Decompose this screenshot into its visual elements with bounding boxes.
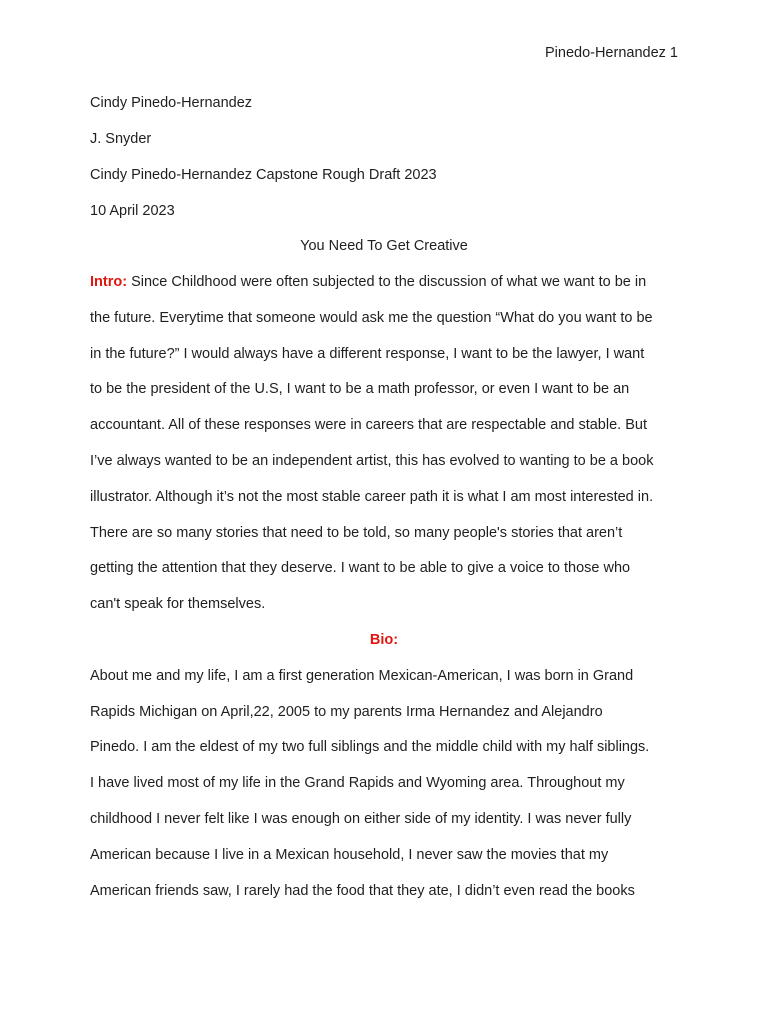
essay-body bbox=[90, 272, 690, 916]
running-header: Pinedo-Hernandez 1 bbox=[544, 45, 678, 61]
bio-label: Bio: bbox=[369, 631, 399, 648]
intro-line: can't speak for themselves. bbox=[90, 596, 266, 613]
bio-line: American because I live in a Mexican household, I never saw the movies that my bbox=[90, 846, 609, 863]
intro-line: the future. Everytime that someone would ask me the question “What do you want to be bbox=[90, 309, 653, 326]
intro-line: getting the attention that they deserve. I want to be able to give a voice to those who bbox=[90, 560, 631, 577]
intro-line: accountant. All of these responses were in careers that are respectable and stable. But bbox=[90, 417, 647, 434]
date-line: 10 April 2023 bbox=[90, 203, 175, 219]
bio-heading bbox=[90, 630, 678, 666]
intro-line: in the future?” I would always have a different response, I want to be the lawyer, I want bbox=[90, 345, 645, 362]
course-name: Cindy Pinedo-Hernandez Capstone Rough Draft 2023 bbox=[90, 167, 437, 183]
bio-line: I have lived most of my life in the Grand Rapids and Wyoming area. Throughout my bbox=[90, 775, 625, 792]
bio-line: American friends saw, I rarely had the food that they ate, I didn’t even read the books bbox=[90, 882, 635, 899]
bio-line: childhood I never felt like I was enough on either side of my identity. I was never fully bbox=[90, 810, 632, 827]
bio-line: Pinedo. I am the eldest of my two full siblings and the middle child with my half siblings. bbox=[90, 739, 650, 756]
intro-label: Intro: bbox=[90, 274, 128, 290]
author-name: Cindy Pinedo-Hernandez bbox=[90, 95, 253, 111]
intro-line: illustrator. Although it’s not the most stable career path it is what I am most interested in. bbox=[90, 488, 654, 505]
essay-title: You Need To Get Creative bbox=[300, 238, 468, 254]
mla-heading-block bbox=[90, 93, 680, 237]
intro-line: There are so many stories that need to be told, so many people's stories that aren’t bbox=[90, 524, 623, 541]
bio-line: Rapids Michigan on April,22, 2005 to my parents Irma Hernandez and Alejandro bbox=[90, 703, 603, 720]
intro-line-1 bbox=[90, 272, 690, 308]
intro-line: to be the president of the U.S, I want to be a math professor, or even I want to be an bbox=[90, 381, 630, 398]
intro-first-line-text: Since Childhood were often subjected to the discussion of what we want to be in bbox=[127, 274, 647, 290]
bio-line: About me and my life, I am a first generation Mexican-American, I was born in Grand bbox=[90, 667, 634, 684]
intro-line: I’ve always wanted to be an independent artist, this has evolved to wanting to be a book bbox=[90, 452, 654, 469]
instructor-name: J. Snyder bbox=[90, 131, 152, 147]
